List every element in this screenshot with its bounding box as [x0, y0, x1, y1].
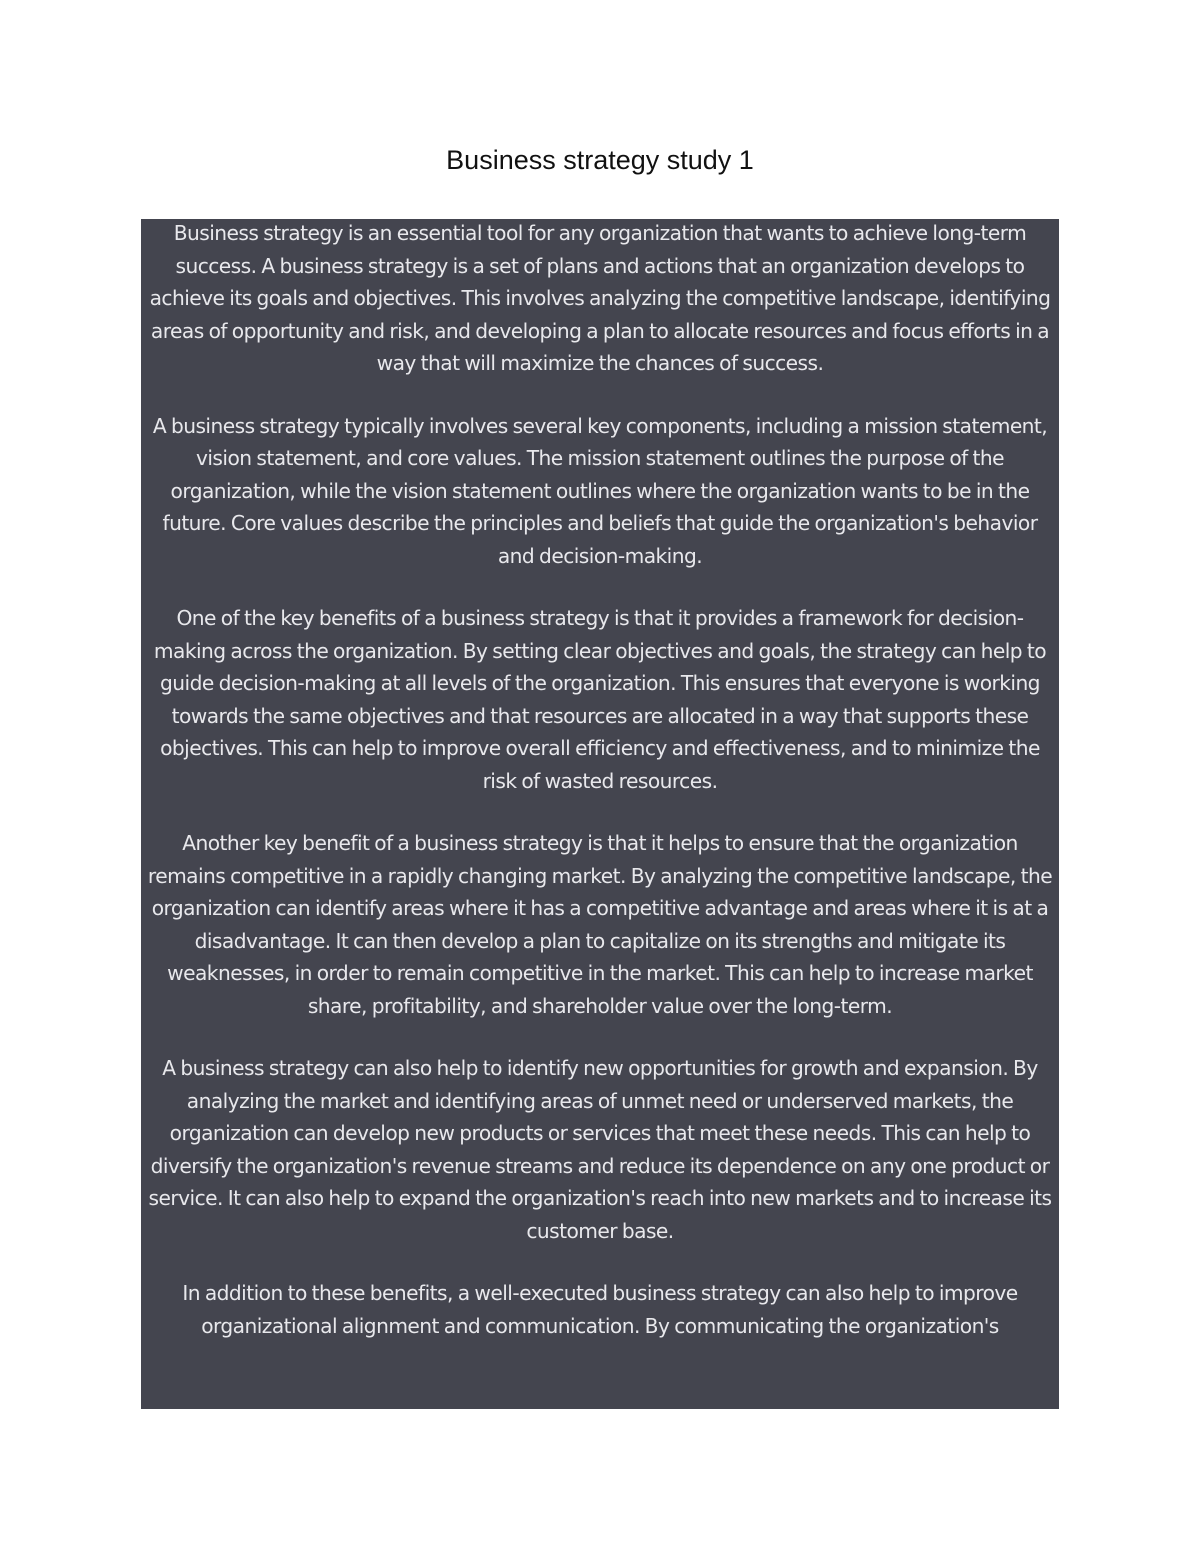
document-title: Business strategy study 1 — [446, 145, 754, 175]
text-panel — [141, 219, 1059, 1409]
paragraph-5: A business strategy can also help to identify new opportunities for growth and expansion. By analyzing the market and identifying areas of unmet need or underserved markets, the organization can develop new products or services that meet these needs. This can help to diversify the organization's revenue streams and reduce its dependence on any one product or service. It can also help to expand the organization's reach into new markets and to increase its customer base. — [148, 1056, 1052, 1243]
paragraph-2: A business strategy typically involves several key components, including a mission statement, vision statement, and core values. The mission statement outlines the purpose of the organization, while the vision statement outlines where the organization wants to be in the future. Core values describe the principles and beliefs that guide the organization's behavior and decision-making. — [152, 413, 1048, 568]
paragraph-6: In addition to these benefits, a well-executed business strategy can also help to improve organizational alignment and communication. By communicating the organization's — [182, 1281, 1018, 1338]
paragraph-3: One of the key benefits of a business strategy is that it provides a framework for decision-making across the organization. By setting clear objectives and goals, the strategy can help to guide decision-making at all levels of the organization. This ensures that everyone is working towards the same objectives and that resources are allocated in a way that supports these objectives. This can help to improve overall efficiency and effectiveness, and to minimize the risk of wasted resources. — [153, 606, 1047, 793]
paragraph-4: Another key benefit of a business strategy is that it helps to ensure that the organization remains competitive in a rapidly changing market. By analyzing the competitive landscape, the organization can identify areas where it has a competitive advantage and areas where it is at a disadvantage. It can then develop a plan to capitalize on its strengths and mitigate its weaknesses, in order to remain competitive in the market. This can help to increase market share, profitability, and shareholder value over the long-term. — [147, 831, 1053, 1018]
paragraph-1: Business strategy is an essential tool for any organization that wants to achieve long-term success. A business strategy is a set of plans and actions that an organization develops to achieve its goals and objectives. This involves analyzing the competitive landscape, identifying areas of opportunity and risk, and developing a plan to allocate resources and focus efforts in a way that will maximize the chances of success. — [149, 221, 1051, 375]
